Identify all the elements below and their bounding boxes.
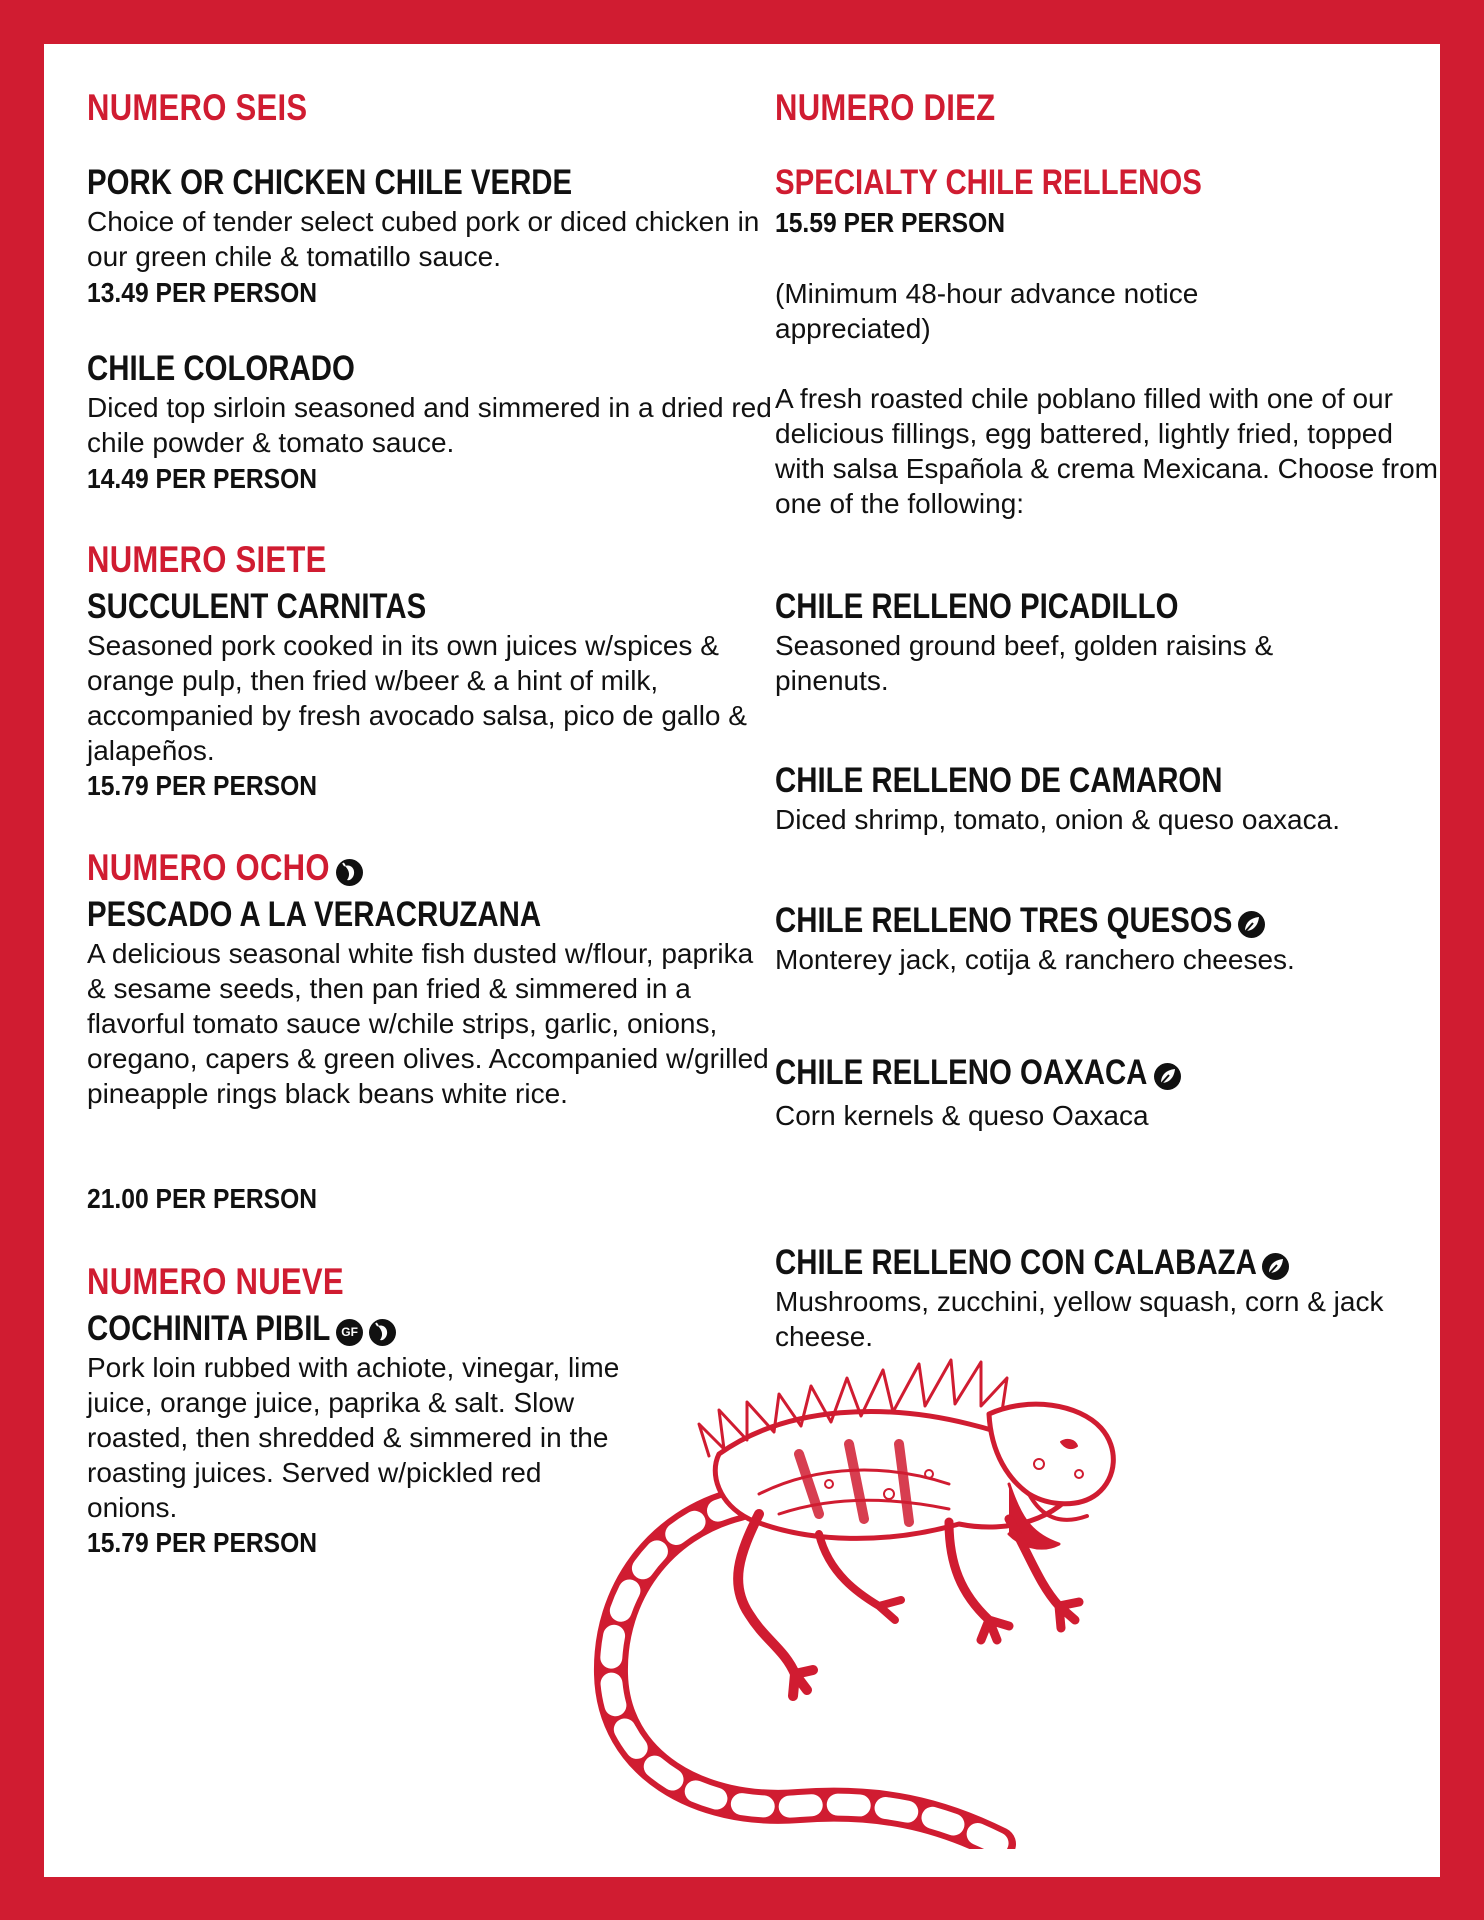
section-heading-nueve: NUMERO NUEVE	[87, 1261, 344, 1302]
vegetarian-leaf-icon	[1262, 1253, 1289, 1280]
dish-price: 13.49 PER PERSON	[87, 277, 318, 308]
relleno-name: CHILE RELLENO OAXACA	[775, 1053, 1148, 1092]
specialty-title: SPECIALTY CHILE RELLENOS	[775, 163, 1202, 202]
relleno-description: Diced shrimp, tomato, onion & queso oaxaca.	[775, 804, 1340, 835]
relleno-name: CHILE RELLENO DE CAMARON	[775, 761, 1223, 800]
relleno-name: CHILE RELLENO TRES QUESOS	[775, 901, 1233, 940]
dish-price: 14.49 PER PERSON	[87, 463, 318, 494]
menu-page	[44, 44, 1440, 1877]
relleno-name-row	[775, 1052, 1181, 1094]
dish-description: Seasoned pork cooked in its own juices w/spices & orange pulp, then fried w/beer & a hint of milk, accompanied by fresh avocado salsa, pico de gallo & jalapeños.	[87, 630, 747, 766]
dish-description: Choice of tender select cubed pork or diced chicken in our green chile & tomatillo sauce.	[87, 206, 760, 272]
advance-notice: (Minimum 48-hour advance notice appreciated)	[775, 278, 1199, 344]
relleno-name-row	[775, 900, 1265, 942]
section-heading-siete: NUMERO SIETE	[87, 539, 327, 580]
relleno-name: CHILE RELLENO PICADILLO	[775, 587, 1179, 626]
specialty-price: 15.59 PER PERSON	[775, 207, 1006, 238]
vegetarian-leaf-icon	[1154, 1063, 1181, 1090]
specialty-intro: A fresh roasted chile poblano filled with one of our delicious fillings, egg battered, lightly fried, topped with salsa Española & crema Mexicana. Choose from one of the following:	[775, 383, 1438, 519]
section-heading-seis: NUMERO SEIS	[87, 87, 308, 128]
vegetarian-leaf-icon	[1238, 911, 1265, 938]
section-heading-row-ocho	[87, 846, 363, 890]
relleno-description: Monterey jack, cotija & ranchero cheeses.	[775, 944, 1295, 975]
dish-price: 15.79 PER PERSON	[87, 770, 318, 801]
section-heading-ocho: NUMERO OCHO	[87, 847, 330, 888]
dish-price: 21.00 PER PERSON	[87, 1183, 318, 1214]
dish-name-row	[87, 1308, 396, 1350]
dish-description: Diced top sirloin seasoned and simmered in a dried red chile powder & tomato sauce.	[87, 392, 772, 458]
dish-name: CHILE COLORADO	[87, 349, 355, 388]
dish-description: Pork loin rubbed with achiote, vinegar, lime juice, orange juice, paprika & salt. Slow roasted, then shredded & simmered in the roasting juices. Served w/pickled red onions.	[87, 1352, 620, 1523]
spicy-pepper-icon	[369, 1319, 396, 1346]
relleno-name-row	[775, 1242, 1289, 1284]
dish-name: COCHINITA PIBIL	[87, 1309, 331, 1348]
dish-description: A delicious seasonal white fish dusted w/flour, paprika & sesame seeds, then pan fried & simmered in a flavorful tomato sauce w/chile strips, garlic, onions, oregano, capers & green olives. Accompanied w/grilled pineapple rings black beans white rice.	[87, 938, 769, 1109]
spicy-pepper-icon	[336, 859, 363, 886]
gluten-free-icon: GF	[336, 1319, 363, 1346]
iguana-illustration	[589, 1344, 1149, 1849]
dish-name: PESCADO A LA VERACRUZANA	[87, 895, 542, 934]
relleno-description: Seasoned ground beef, golden raisins & pinenuts.	[775, 630, 1274, 696]
dish-name: PORK OR CHICKEN CHILE VERDE	[87, 163, 573, 202]
dish-name: SUCCULENT CARNITAS	[87, 587, 427, 626]
dish-price: 15.79 PER PERSON	[87, 1527, 318, 1558]
relleno-description: Mushrooms, zucchini, yellow squash, corn & jack cheese.	[775, 1286, 1384, 1352]
relleno-name: CHILE RELLENO CON CALABAZA	[775, 1243, 1257, 1282]
relleno-description: Corn kernels & queso Oaxaca	[775, 1100, 1149, 1131]
section-heading-diez: NUMERO DIEZ	[775, 87, 996, 128]
